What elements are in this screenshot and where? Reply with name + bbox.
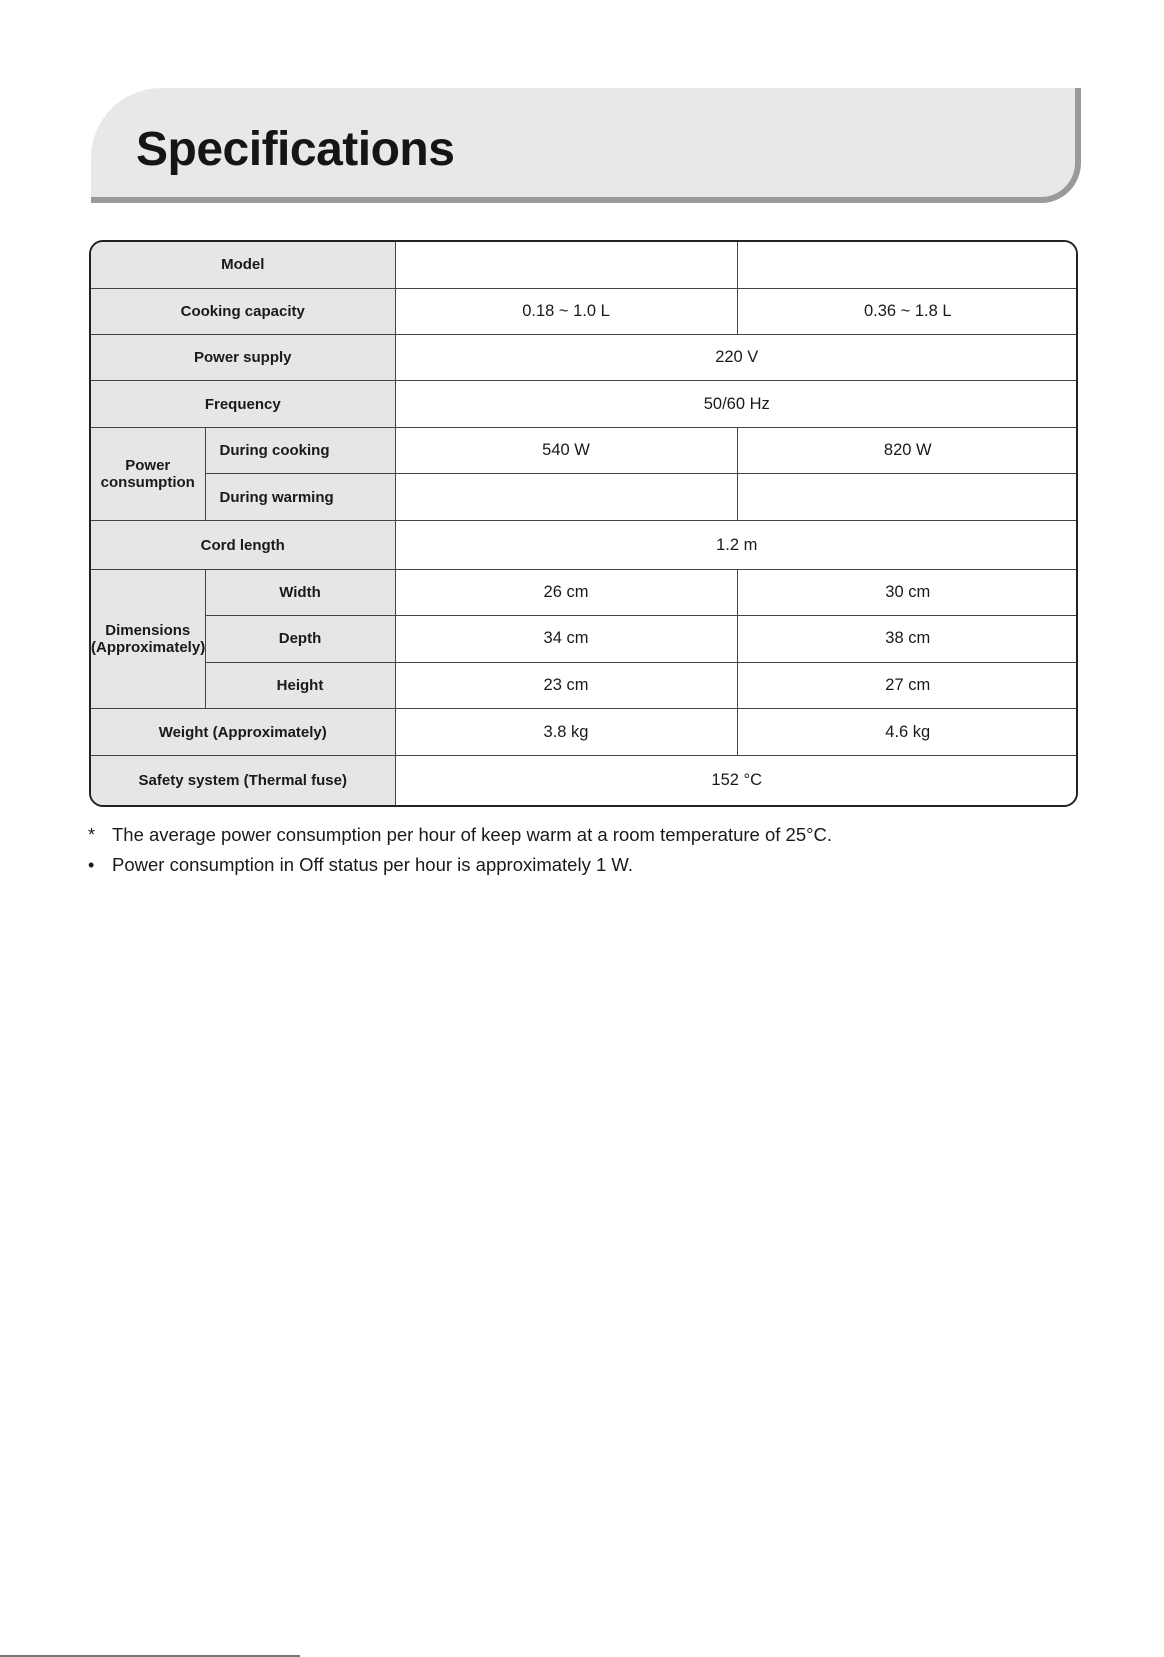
table-row-depth bbox=[91, 615, 1078, 662]
bullet-mark: • bbox=[88, 855, 95, 875]
power-supply-value: 220 V bbox=[395, 334, 1078, 380]
frequency-value: 50/60 Hz bbox=[395, 380, 1078, 427]
page-title: Specifications bbox=[136, 123, 455, 176]
model-value-2 bbox=[737, 242, 1078, 288]
table-row-during-cooking bbox=[91, 428, 1078, 474]
during-cooking-label: During cooking bbox=[205, 428, 395, 474]
notes bbox=[88, 824, 1068, 884]
dimensions-label-line1: Dimensions bbox=[105, 621, 191, 639]
depth-label: Depth bbox=[205, 615, 395, 662]
note-item bbox=[88, 854, 1068, 884]
power-consumption-label-line2: consumption bbox=[100, 474, 195, 492]
spec-table bbox=[91, 242, 1078, 805]
weight-value-1: 3.8 kg bbox=[395, 709, 737, 756]
table-row-cooking-capacity bbox=[91, 288, 1078, 334]
model-label: Model bbox=[91, 242, 395, 288]
safety-system-value: 152 °C bbox=[395, 756, 1078, 805]
note-item bbox=[88, 824, 1068, 854]
frequency-label: Frequency bbox=[91, 380, 395, 427]
table-row-during-warming bbox=[91, 474, 1078, 521]
table-row-height bbox=[91, 662, 1078, 708]
depth-value-1: 34 cm bbox=[395, 615, 737, 662]
power-consumption-label-line1: Power bbox=[125, 457, 171, 475]
during-warming-value-1 bbox=[395, 474, 737, 521]
dimensions-label bbox=[91, 569, 205, 708]
table-row-weight bbox=[91, 709, 1078, 756]
weight-label: Weight (Approximately) bbox=[91, 709, 395, 756]
table-row-power-supply bbox=[91, 334, 1078, 380]
during-cooking-value-2: 820 W bbox=[737, 428, 1078, 474]
dimensions-label-line2: (Approximately) bbox=[91, 638, 206, 656]
height-value-1: 23 cm bbox=[395, 662, 737, 708]
width-label: Width bbox=[205, 569, 395, 615]
during-warming-label: During warming bbox=[205, 474, 395, 521]
note-text: The average power consumption per hour of keep warm at a room temperature of 25°C. bbox=[112, 824, 833, 845]
during-cooking-value-1: 540 W bbox=[395, 428, 737, 474]
cooking-capacity-value-2: 0.36 ~ 1.8 L bbox=[737, 288, 1078, 334]
power-consumption-label bbox=[91, 428, 205, 521]
power-supply-label: Power supply bbox=[91, 334, 395, 380]
weight-value-2: 4.6 kg bbox=[737, 709, 1078, 756]
asterisk-mark: * bbox=[88, 825, 96, 845]
safety-system-label: Safety system (Thermal fuse) bbox=[91, 756, 395, 805]
width-value-2: 30 cm bbox=[737, 569, 1078, 615]
model-value-1 bbox=[395, 242, 737, 288]
table-row-frequency bbox=[91, 380, 1078, 427]
spec-table-frame bbox=[89, 240, 1078, 807]
cooking-capacity-label: Cooking capacity bbox=[91, 288, 395, 334]
note-text: Power consumption in Off status per hour is approximately 1 W. bbox=[112, 854, 633, 875]
cord-length-value: 1.2 m bbox=[395, 521, 1078, 569]
width-value-1: 26 cm bbox=[395, 569, 737, 615]
depth-value-2: 38 cm bbox=[737, 615, 1078, 662]
table-row-model bbox=[91, 242, 1078, 288]
cord-length-label: Cord length bbox=[91, 521, 395, 569]
cooking-capacity-value-1: 0.18 ~ 1.0 L bbox=[395, 288, 737, 334]
during-warming-value-2 bbox=[737, 474, 1078, 521]
table-row-safety-system bbox=[91, 756, 1078, 805]
height-value-2: 27 cm bbox=[737, 662, 1078, 708]
height-label: Height bbox=[205, 662, 395, 708]
table-row-cord-length bbox=[91, 521, 1078, 569]
table-row-width bbox=[91, 569, 1078, 615]
